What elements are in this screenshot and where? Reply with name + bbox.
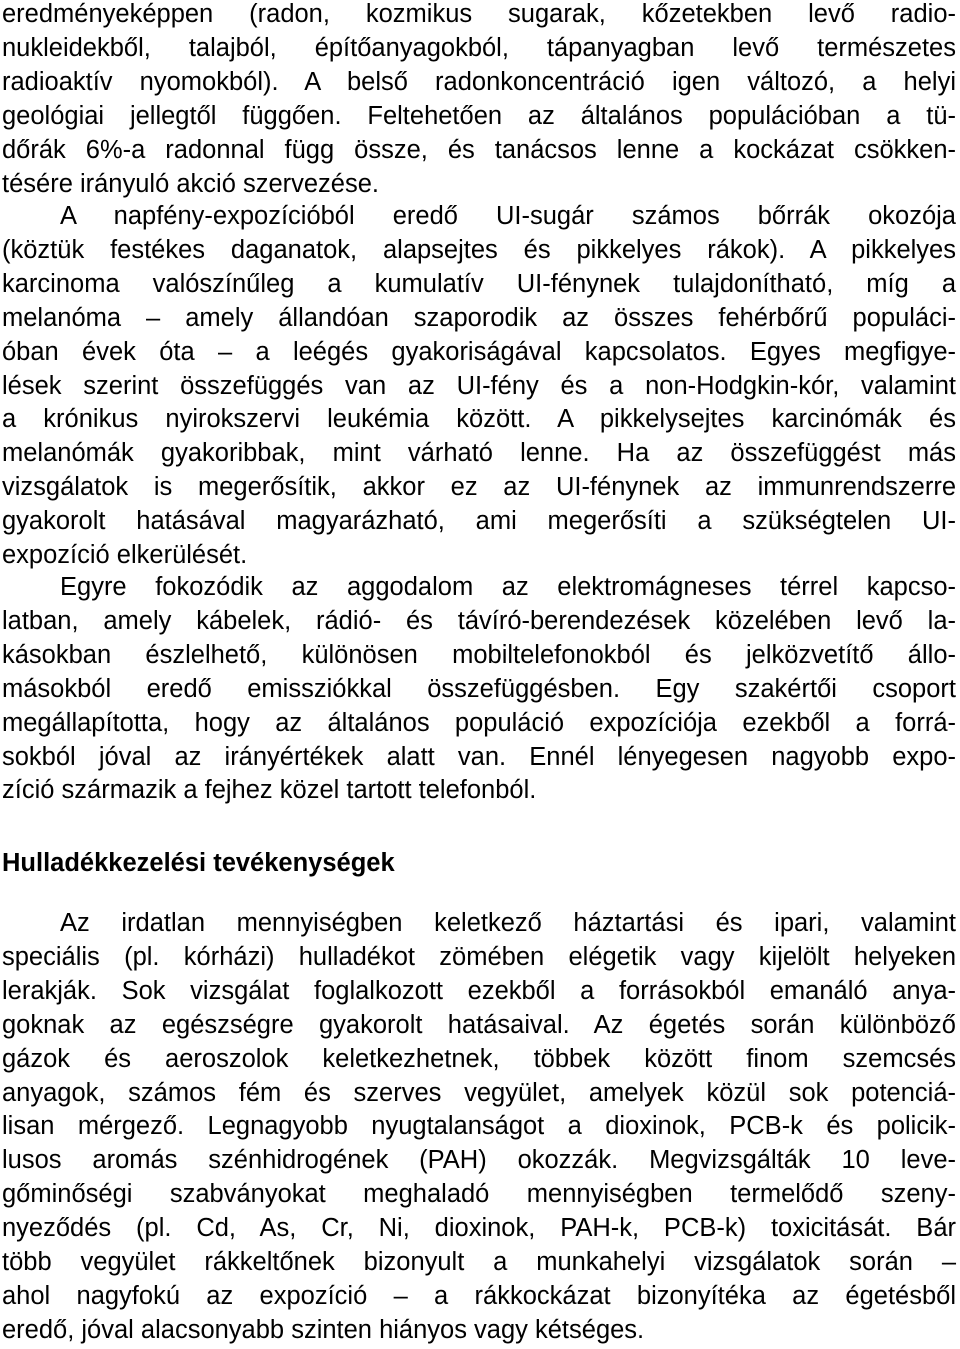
- text-line: karcinoma valószínűleg a kumulatív UI-fénynek tulajdonítható, míg a: [2, 269, 956, 298]
- text-line: gázok és aeroszolok keletkezhetnek, többek között finom szemcsés: [2, 1044, 956, 1073]
- text-line: nukleidekből, talajból, építőanyagokból, tápanyagban levő természetes: [2, 33, 956, 62]
- text-line: geológiai jellegtől függően. Feltehetően az általános populációban a tü-: [2, 101, 956, 130]
- text-line: Egyre fokozódik az aggodalom az elektromágneses térrel kapcso-: [60, 573, 956, 601]
- text-line: melanóma – amely állandóan szaporodik az összes fehérbőrű populáci-: [2, 303, 956, 332]
- text-line: tésére irányuló akció szervezése.: [2, 169, 380, 198]
- text-line: A napfény-expozícióból eredő UI-sugár számos bőrrák okozója: [60, 202, 956, 230]
- text-line: anyagok, számos fém és szerves vegyület, amelyek közül sok potenciá-: [2, 1078, 956, 1107]
- text-line: több vegyület rákkeltőnek bizonyult a munkahelyi vizsgálatok során –: [2, 1248, 956, 1277]
- section-heading: Hulladékkezelési tevékenységek: [2, 849, 395, 877]
- text-line: radioaktív nyomokból). A belső radonkoncentráció igen változó, a helyi: [2, 67, 956, 96]
- text-line: kásokban észlelhető, különösen mobiltelefonokból és jelközvetítő állo-: [2, 640, 956, 669]
- text-line: a krónikus nyirokszervi leukémia között. A pikkelysejtes karcinómák és: [2, 405, 956, 434]
- text-line: óban évek óta – a leégés gyakoriságával kapcsolatos. Egyes megfigye-: [2, 337, 956, 366]
- text-line: Az irdatlan mennyiségben keletkező háztartási és ipari, valamint: [60, 909, 956, 937]
- text-line: ahol nagyfokú az expozíció – a rákkockázat bizonyítéka az égetésből: [2, 1281, 956, 1310]
- text-line: lések szerint összefüggés van az UI-fény és a non-Hodgkin-kór, valamint: [2, 371, 956, 400]
- text-line: eredő, jóval alacsonyabb szinten hiányos vagy kétséges.: [2, 1315, 645, 1344]
- text-line: expozíció elkerülését.: [2, 541, 248, 570]
- text-line: gyakorolt hatásával magyarázható, ami megerősíti a szükségtelen UI-: [2, 507, 956, 536]
- text-line: zíció származik a fejhez közel tartott telefonból.: [2, 776, 537, 805]
- paragraph-electromagnetic: [2, 571, 956, 808]
- text-line: gőminőségi szabványokat meghaladó mennyiségben termelődő szeny-: [2, 1180, 956, 1209]
- text-line: lusos aromás szénhidrogének (PAH) okozzák. Megvizsgálták 10 leve-: [2, 1146, 956, 1175]
- text-line: goknak az egészségre gyakorolt hatásaival. Az égetés során különböző: [2, 1010, 956, 1039]
- text-line: latban, amely kábelek, rádió- és távíró-berendezések közelében levő la-: [2, 606, 956, 635]
- text-line: melanómák gyakoribbak, mint várható lenne. Ha az összefüggést más: [2, 439, 956, 468]
- paragraph-waste: [2, 907, 956, 1348]
- text-line: lerakják. Sok vizsgálat foglalkozott ezekből a forrásokból emanáló anya-: [2, 976, 956, 1005]
- text-line: speciális (pl. kórházi) hulladékot zömében elégetik vagy kijelölt helyeken: [2, 942, 956, 971]
- text-line: vizsgálatok is megerősítik, akkor ez az UI-fénynek az immunrendszerre: [2, 473, 956, 502]
- text-line: (köztük festékes daganatok, alapsejtes és pikkelyes rákok). A pikkelyes: [2, 235, 956, 264]
- text-line: dőrák 6%-a radonnal függ össze, és tanácsos lenne a kockázat csökken-: [2, 135, 956, 164]
- text-line: sokból jóval az irányértékek alatt van. Ennél lényegesen nagyobb expo-: [2, 742, 956, 771]
- text-line: eredményeképpen (radon, kozmikus sugarak, kőzetekben levő radio-: [2, 0, 956, 28]
- text-line: nyeződés (pl. Cd, As, Cr, Ni, dioxinok, PAH-k, PCB-k) toxicitását. Bár: [2, 1214, 956, 1243]
- paragraph-radon: [2, 0, 956, 201]
- text-line: megállapította, hogy az általános populáció expozíciója ezekből a forrá-: [2, 708, 956, 737]
- text-line: lisan mérgező. Legnagyobb nyugtalanságot a dioxinok, PCB-k és policik-: [2, 1112, 956, 1141]
- paragraph-uv-exposure: [2, 200, 956, 573]
- text-line: másokból eredő emissziókkal összefüggésben. Egy szakértői csoport: [2, 674, 956, 703]
